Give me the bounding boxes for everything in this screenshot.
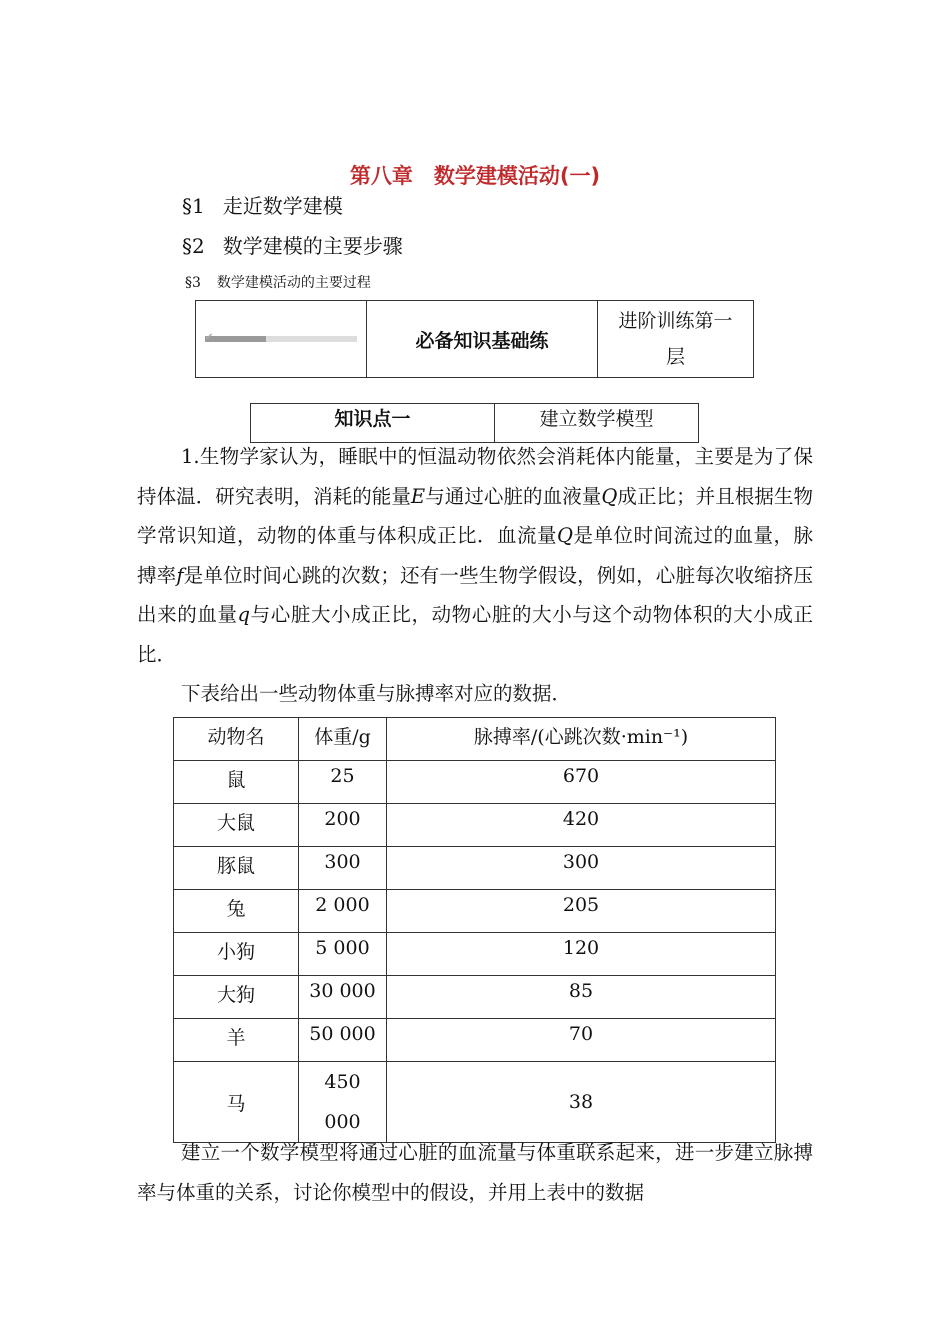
- table-row: 小狗 5 000 120: [174, 933, 776, 976]
- check-icon: ✔: [205, 332, 214, 343]
- table-row: 鼠 25 670: [174, 761, 776, 804]
- banner-title-cell: [367, 301, 598, 378]
- table-row: 豚鼠 300 300: [174, 847, 776, 890]
- knowledge-point-label: 知识点一: [334, 408, 411, 430]
- section-2: [182, 230, 403, 259]
- problem-outro: 建立一个数学模型将通过心脏的血流量与体重联系起来，进一步建立脉搏率与体重的关系，讨论你模型中的假设，并用上表中的数据: [137, 1141, 813, 1204]
- progress-fill: [205, 336, 266, 342]
- section-3: [185, 272, 371, 292]
- section-title: 走近数学建模: [222, 194, 343, 218]
- chapter-title: 第八章 数学建模活动(一): [349, 164, 601, 188]
- table-row: 兔 2 000 205: [174, 890, 776, 933]
- section-title: 数学建模活动的主要过程: [216, 275, 371, 291]
- header-cell: 体重/g: [299, 718, 387, 761]
- section-title: 数学建模的主要步骤: [222, 234, 403, 258]
- banner-level-cell: [598, 301, 754, 378]
- banner-title: 必备知识基础练: [415, 329, 549, 352]
- table-header-row: [174, 718, 776, 761]
- section-number: §1: [182, 194, 205, 218]
- animal-data-table: [173, 717, 776, 1143]
- section-number: §2: [182, 234, 205, 258]
- header-cell: 脉搏率/(心跳次数·min⁻¹): [387, 718, 776, 761]
- section-1: [182, 190, 343, 219]
- table-row: 大狗 30 000 85: [174, 976, 776, 1019]
- progress-cell: [196, 301, 367, 378]
- header-cell: 动物名: [174, 718, 299, 761]
- table-intro: 下表给出一些动物体重与脉搏率对应的数据．: [181, 682, 572, 705]
- progress-bar: [205, 332, 357, 343]
- banner-level: 进阶训练第一 层: [618, 310, 733, 368]
- exercise-banner: [195, 300, 754, 378]
- table-row: 羊 50 000 70: [174, 1019, 776, 1062]
- problem-text: 1.生物学家认为，睡眠中的恒温动物依然会消耗体内能量，主要是为了保持体温．研究表明，消耗的能量E与通过心脏的血液量Q成正比；并且根据生物学常识知道，动物的体重与体积成正比．血流量Q是单位时间流过的血量，脉搏率f是单位时间心跳的次数；还有一些生物学假设，例如，心脏每次收缩挤压出来的血量q与心脏大小成正比，动物心脏的大小与这个动物体积的大小成正比．: [137, 445, 813, 666]
- section-number: §3: [185, 275, 201, 291]
- knowledge-point-topic: 建立数学模型: [539, 408, 654, 430]
- table-row: 大鼠 200 420: [174, 804, 776, 847]
- table-row: 马 450 000 38: [174, 1062, 776, 1143]
